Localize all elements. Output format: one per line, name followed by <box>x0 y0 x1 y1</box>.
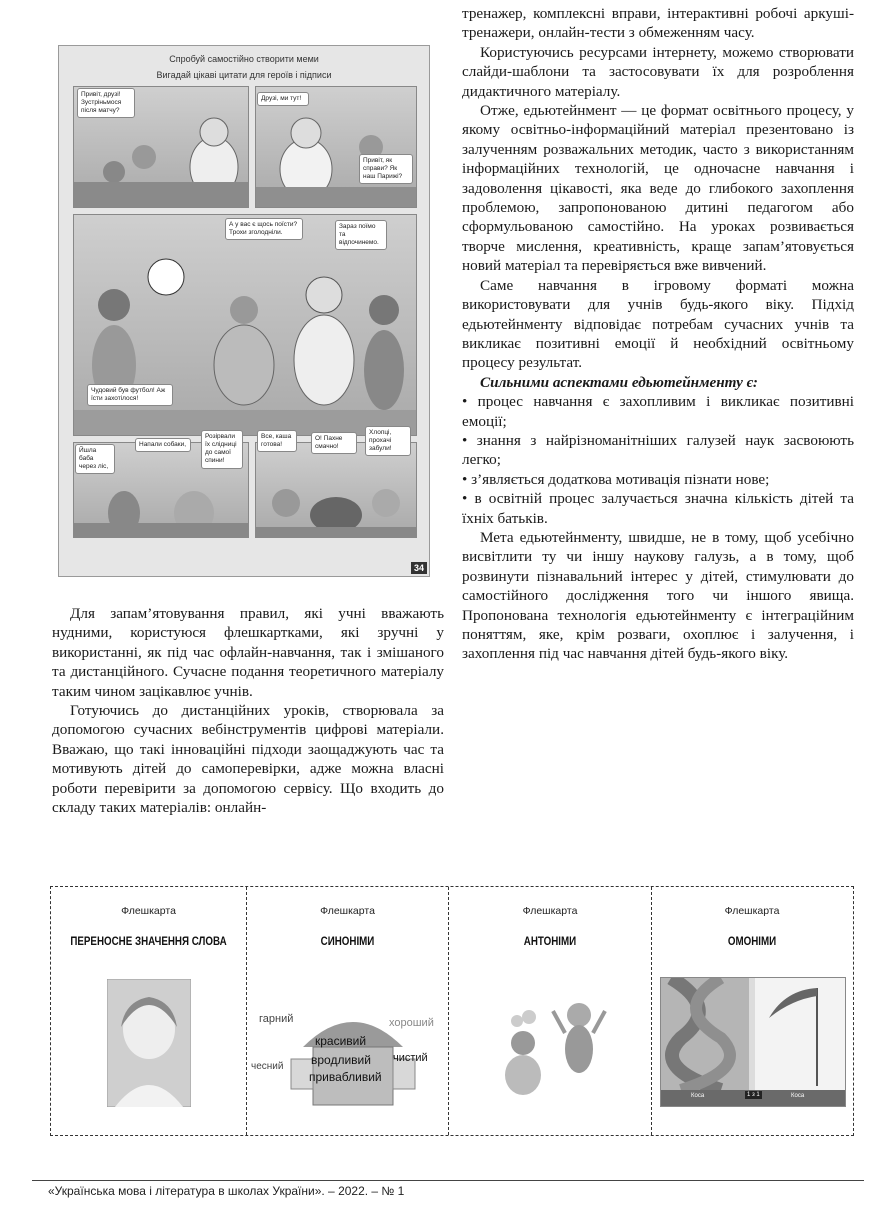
synonym-word: вродливий <box>311 1053 371 1067</box>
synonym-word: чесний <box>251 1061 284 1072</box>
speech-bubble: Йшла баба через ліс, <box>75 444 115 474</box>
bullet-item: • з’являється додаткова мотивація пізнати нове; <box>462 470 770 488</box>
scythe-image <box>755 978 845 1090</box>
speech-bubble: Хлопці, прохачі забули! <box>365 426 411 456</box>
flashcards-row <box>50 886 854 1136</box>
cartoon-characters-image <box>256 443 416 537</box>
bullet-item: • в освітній процес залучається значна кількість дітей та їхніх батьків. <box>462 490 854 527</box>
paragraph: Готуючись до дистанційних уроків, створювала за допомогою сучасних вебінструментів цифрові матеріали. Вважаю, що такі інноваційні підходи заощаджують час та мотивують дітей до самоперевірки, адже можна власні роботи перевірити за допомогою сервісу. Що входить до складу таких матеріалів: онлайн- <box>52 702 444 817</box>
paragraph: Користуючись ресурсами інтернету, можемо створювати слайди-шаблони та застосовувати їх для розроблення дидактичного матеріалу. <box>462 43 854 100</box>
speech-bubble: Зараз поїмо та відпочинемо. <box>335 220 387 250</box>
speech-bubble: Чудовий був футбол! Аж їсти захотілося! <box>87 384 173 406</box>
sad-and-happy-people-image <box>495 993 611 1103</box>
section-heading: Сильними аспектами едьютейнменту є: <box>480 373 758 391</box>
flashcard-label: Флешкарта <box>121 905 176 917</box>
flashcard-antonyms <box>449 887 652 1135</box>
speech-bubble: Друзі, ми тут! <box>257 92 309 106</box>
flashcard-title: СИНОНІМИ <box>320 936 375 948</box>
homonym-images <box>660 977 846 1107</box>
right-column <box>462 4 854 664</box>
figure-title: Спробуй самостійно створити меми <box>169 54 319 64</box>
journal-footer: «Українська мова і література в школах України». – 2022. – № 1 <box>48 1184 405 1198</box>
paragraph: тренажер, комплексні вправи, інтерактивні робочі аркуші-тренажери, онлайн-тести з обмеженням часу. <box>462 5 854 42</box>
left-column <box>52 604 444 817</box>
image-caption: Коса <box>791 1093 805 1099</box>
paragraph: Саме навчання в ігровому форматі можна використовувати для учнів будь-якого віку. Підхід едьютейнменту відповідає потребам сучасних учнів та викликає позитивні емоції й необхідний освітньому процесу результат. <box>462 276 854 372</box>
figure-subtitle: Вигадай цікаві цитати для героїв і підписи <box>156 70 332 80</box>
caption-bar <box>661 1090 845 1106</box>
comic-scene-bottom-right <box>255 442 417 538</box>
paragraph: Мета едьютейнменту, швидше, не в тому, щоб усебічно висвітлити ту чи іншу наукову галузь, а в тому, щоб розвинути пізнавальний інтерес у дітей, стимулювати до самостійного дослідження того чи іншого явища. Пропонована технологія едьютейнменту є інтеграційним поняттям, яке, крім розваги, охоплює і залучення, і захоплення під час навчання дітей будь-якого віку. <box>462 528 854 663</box>
flashcard-synonyms <box>247 887 449 1135</box>
flashcard-homonyms <box>652 887 852 1135</box>
braid-image <box>661 978 749 1090</box>
comic-figure <box>58 45 430 577</box>
paragraph: Для запам’ятовування правил, які учні вважають нудними, користуюся флешкартками, які зручні у використанні, як під час офлайн-навчання, так і змішаного та дистанційного. Сучасне подання теоретичного матеріалу таким чином зацікавлює учнів. <box>52 605 444 700</box>
portrait-photo-image <box>107 979 191 1107</box>
speech-bubble: О! Пахне смачно! <box>311 432 357 454</box>
bullet-item: • процес навчання є захопливим і викликає позитивні емоції; <box>462 393 854 430</box>
speech-bubble: Привіт, як справи? Як наш Парижі? <box>359 154 413 184</box>
flashcard-title: ПЕРЕНОСНЕ ЗНАЧЕННЯ СЛОВА <box>70 936 227 948</box>
flashcard-title: АНТОНІМИ <box>523 936 577 948</box>
paragraph: Отже, едьютейнмент — це формат освітнього процесу, у якому освітньо-інформаційний матеріал презентовано із залученням розважальних методик, часто з використанням інформаційних технологій, це одночасне навчання і задоволення цікавості, яка веде до глибокого захоплення проблемою, запропонованою дитині педагогом або сформульованою самостійно. На уроках розвивається творче мислення, креативність, краще запам’ятовується новий матеріал та перевіряється вже вивчений. <box>462 102 854 275</box>
footer-divider <box>32 1180 864 1181</box>
flashcard-label: Флешкарта <box>724 905 780 917</box>
figure-page-number: 34 <box>411 562 427 574</box>
speech-bubble: Все, каша готова! <box>257 430 297 452</box>
synonym-word: гарний <box>259 1013 294 1025</box>
synonym-word: красивий <box>315 1034 367 1048</box>
synonym-word: привабливий <box>309 1070 382 1084</box>
image-caption: Коса <box>691 1093 705 1099</box>
speech-bubble: А у вас є щось поїсти? Трохи зголодніли. <box>225 218 303 240</box>
speech-bubble: Розірвали їх слідниці до самої спини! <box>201 430 243 469</box>
flashcard-figurative-meaning <box>51 887 247 1135</box>
synonym-word: чистий <box>393 1052 428 1064</box>
bullet-item: • знання з найрізноманітніших галузей наук засвоюють легко; <box>462 431 854 469</box>
speech-bubble: Напали собаки, <box>135 438 191 452</box>
flashcard-label: Флешкарта <box>522 905 578 917</box>
speech-bubble: Привіт, друзі! Зустріньмося після матчу? <box>77 88 135 118</box>
synonym-word: хороший <box>389 1017 434 1029</box>
flashcard-label: Флешкарта <box>320 905 375 917</box>
slide-counter-badge: 1 з 1 <box>747 1092 760 1098</box>
flashcard-title: ОМОНІМИ <box>727 936 777 948</box>
